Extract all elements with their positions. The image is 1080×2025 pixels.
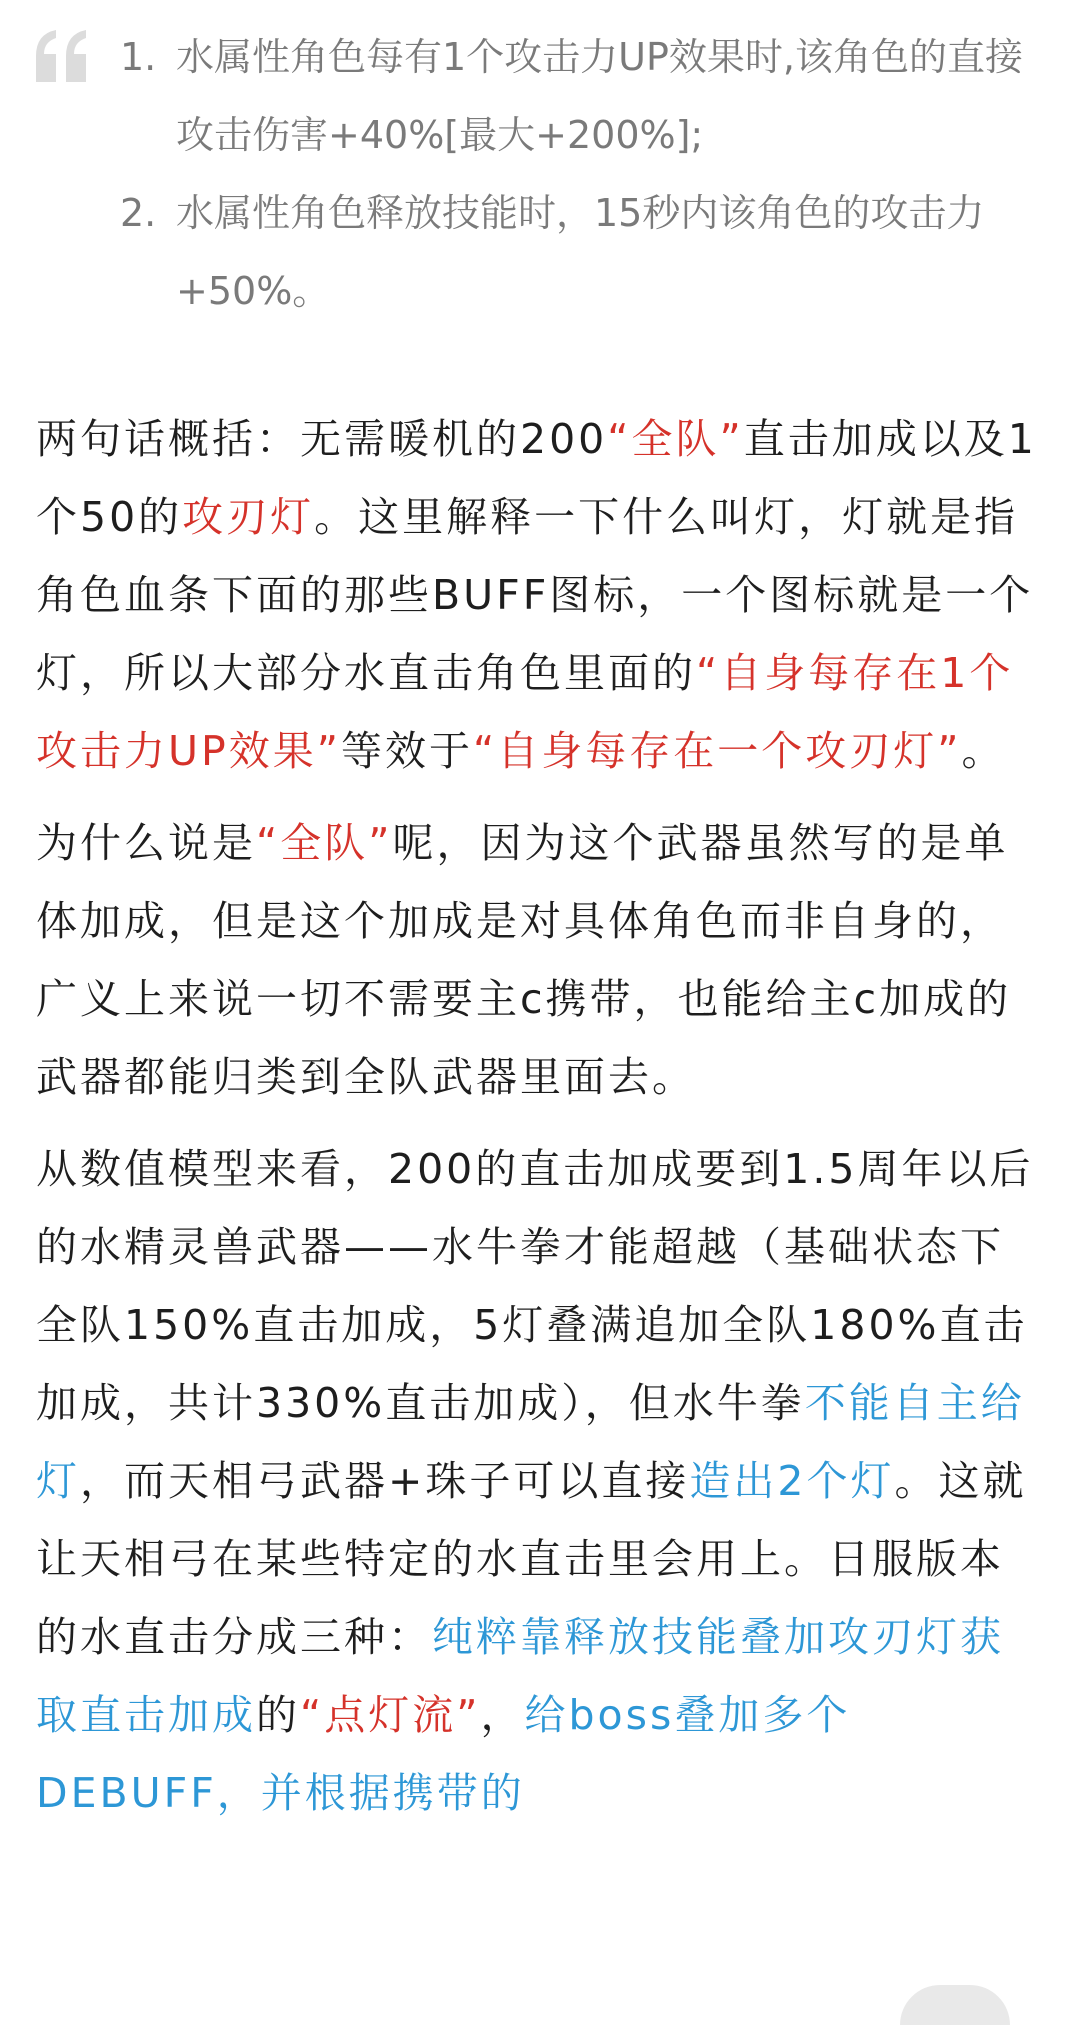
quote-item-text: 水属性角色每有1个攻击力UP效果时,该角色的直接攻击伤害+40%[最大+200%]; bbox=[176, 35, 1023, 157]
quote-block bbox=[0, 0, 1080, 340]
paragraph bbox=[36, 400, 1046, 790]
text-run: 。这里解释一下什么叫灯，灯就是指角色血条下面的那些BUFF图标，一个图标就是一个灯，所以大部分水直击角色里面的 bbox=[36, 493, 1034, 697]
highlight-red: “点灯流” bbox=[300, 1691, 481, 1739]
text-run: 呢，因为这个武器虽然写的是单体加成，但是这个加成是对具体角色而非自身的，广义上来说一切不需要主c携带，也能给主c加成的武器都能归类到全队武器里面去。 bbox=[36, 819, 1012, 1101]
text-run: ， bbox=[480, 1691, 525, 1739]
quote-item bbox=[120, 18, 1040, 174]
text-run: 直击加成以及1个50的 bbox=[36, 415, 1037, 541]
text-run: 的 bbox=[256, 1691, 300, 1739]
article-body bbox=[36, 400, 1046, 1846]
text-run: ，而天相弓武器+珠子可以直接 bbox=[80, 1457, 690, 1505]
quote-list bbox=[120, 18, 1040, 330]
quote-item-number: 1. bbox=[120, 35, 157, 79]
paragraph bbox=[36, 1130, 1046, 1832]
highlight-red: “全队” bbox=[256, 819, 393, 867]
scroll-handle[interactable] bbox=[900, 1985, 1010, 2025]
text-run: 为什么说是 bbox=[36, 819, 256, 867]
highlight-blue: 给boss叠加多个DEBUFF，并根据携带的 bbox=[36, 1691, 851, 1817]
highlight-blue: 纯粹靠释放技能叠加攻刃灯获取直击加成 bbox=[36, 1613, 1004, 1739]
quote-item-number: 2. bbox=[120, 191, 157, 235]
quote-item bbox=[120, 174, 1040, 330]
text-run: 等效于 bbox=[340, 727, 473, 775]
highlight-blue: 造出2个灯 bbox=[689, 1457, 895, 1505]
highlight-red: 攻刃灯 bbox=[182, 493, 315, 541]
quote-mark-icon bbox=[32, 26, 92, 86]
highlight-red: “全队” bbox=[607, 415, 744, 463]
text-run: 。这就让天相弓在某些特定的水直击里会用上。日服版本的水直击分成三种： bbox=[36, 1457, 1027, 1661]
paragraph bbox=[36, 804, 1046, 1116]
quote-item-text: 水属性角色释放技能时，15秒内该角色的攻击力+50%。 bbox=[176, 191, 985, 313]
text-run: 。 bbox=[961, 727, 1006, 775]
highlight-blue: 不能自主给灯 bbox=[36, 1379, 1025, 1505]
text-run: 从数值模型来看，200的直击加成要到1.5周年以后的水精灵兽武器——水牛拳才能超越（基础状态下全队150%直击加成，5灯叠满追加全队180%直击加成，共计330%直击加成），但水牛拳 bbox=[36, 1145, 1034, 1427]
highlight-red: “自身每存在一个攻刃灯” bbox=[472, 727, 962, 775]
highlight-red: “自身每存在1个攻击力UP效果” bbox=[36, 649, 1014, 775]
text-run: 两句话概括：无需暖机的200 bbox=[36, 415, 608, 463]
